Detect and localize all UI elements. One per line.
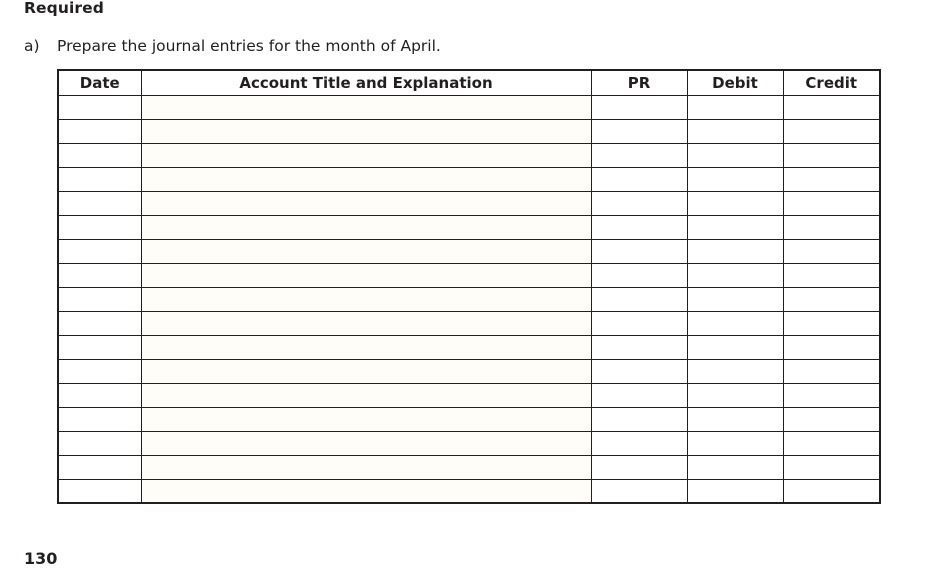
pr-cell[interactable]: [591, 455, 687, 479]
credit-cell[interactable]: [783, 215, 880, 239]
date-cell[interactable]: [58, 119, 141, 143]
debit-cell[interactable]: [687, 191, 783, 215]
account-title-cell[interactable]: [141, 455, 591, 479]
question-prompt: [24, 37, 441, 55]
date-cell[interactable]: [58, 383, 141, 407]
date-cell[interactable]: [58, 143, 141, 167]
table-row: [58, 359, 880, 383]
date-cell[interactable]: [58, 431, 141, 455]
account-title-cell[interactable]: [141, 215, 591, 239]
pr-cell[interactable]: [591, 119, 687, 143]
date-cell[interactable]: [58, 407, 141, 431]
debit-cell[interactable]: [687, 335, 783, 359]
pr-cell[interactable]: [591, 383, 687, 407]
credit-cell[interactable]: [783, 143, 880, 167]
table-row: [58, 383, 880, 407]
credit-cell[interactable]: [783, 311, 880, 335]
credit-cell[interactable]: [783, 95, 880, 119]
credit-cell[interactable]: [783, 335, 880, 359]
credit-cell[interactable]: [783, 287, 880, 311]
pr-cell[interactable]: [591, 335, 687, 359]
column-header-debit: Debit: [687, 70, 783, 95]
debit-cell[interactable]: [687, 407, 783, 431]
table-row: [58, 311, 880, 335]
debit-cell[interactable]: [687, 359, 783, 383]
debit-cell[interactable]: [687, 455, 783, 479]
credit-cell[interactable]: [783, 239, 880, 263]
table-row: [58, 167, 880, 191]
account-title-cell[interactable]: [141, 407, 591, 431]
section-heading: Required: [24, 0, 104, 17]
account-title-cell[interactable]: [141, 191, 591, 215]
table-row: [58, 263, 880, 287]
credit-cell[interactable]: [783, 167, 880, 191]
pr-cell[interactable]: [591, 215, 687, 239]
pr-cell[interactable]: [591, 143, 687, 167]
table-row: [58, 239, 880, 263]
table-row: [58, 143, 880, 167]
credit-cell[interactable]: [783, 263, 880, 287]
account-title-cell[interactable]: [141, 479, 591, 503]
debit-cell[interactable]: [687, 311, 783, 335]
column-header-account-title: Account Title and Explanation: [141, 70, 591, 95]
account-title-cell[interactable]: [141, 95, 591, 119]
table-row: [58, 191, 880, 215]
account-title-cell[interactable]: [141, 311, 591, 335]
debit-cell[interactable]: [687, 119, 783, 143]
table-row: [58, 95, 880, 119]
debit-cell[interactable]: [687, 479, 783, 503]
column-header-credit: Credit: [783, 70, 880, 95]
question-letter: a): [24, 37, 40, 55]
pr-cell[interactable]: [591, 167, 687, 191]
journal-body: [58, 95, 880, 503]
date-cell[interactable]: [58, 215, 141, 239]
account-title-cell[interactable]: [141, 287, 591, 311]
pr-cell[interactable]: [591, 359, 687, 383]
debit-cell[interactable]: [687, 263, 783, 287]
pr-cell[interactable]: [591, 431, 687, 455]
table-row: [58, 407, 880, 431]
pr-cell[interactable]: [591, 263, 687, 287]
date-cell[interactable]: [58, 191, 141, 215]
credit-cell[interactable]: [783, 407, 880, 431]
debit-cell[interactable]: [687, 383, 783, 407]
journal-header-row: [58, 70, 880, 95]
table-row: [58, 431, 880, 455]
account-title-cell[interactable]: [141, 263, 591, 287]
pr-cell[interactable]: [591, 95, 687, 119]
column-header-pr: PR: [591, 70, 687, 95]
pr-cell[interactable]: [591, 479, 687, 503]
date-cell[interactable]: [58, 263, 141, 287]
page-number: 130: [24, 549, 58, 568]
pr-cell[interactable]: [591, 287, 687, 311]
debit-cell[interactable]: [687, 287, 783, 311]
date-cell[interactable]: [58, 479, 141, 503]
column-header-date: Date: [58, 70, 141, 95]
credit-cell[interactable]: [783, 191, 880, 215]
debit-cell[interactable]: [687, 167, 783, 191]
account-title-cell[interactable]: [141, 143, 591, 167]
account-title-cell[interactable]: [141, 335, 591, 359]
debit-cell[interactable]: [687, 143, 783, 167]
account-title-cell[interactable]: [141, 239, 591, 263]
table-row: [58, 287, 880, 311]
date-cell[interactable]: [58, 287, 141, 311]
pr-cell[interactable]: [591, 407, 687, 431]
journal-table: [57, 69, 881, 504]
debit-cell[interactable]: [687, 239, 783, 263]
account-title-cell[interactable]: [141, 431, 591, 455]
credit-cell[interactable]: [783, 383, 880, 407]
account-title-cell[interactable]: [141, 119, 591, 143]
date-cell[interactable]: [58, 335, 141, 359]
debit-cell[interactable]: [687, 95, 783, 119]
table-row: [58, 215, 880, 239]
table-row: [58, 455, 880, 479]
pr-cell[interactable]: [591, 311, 687, 335]
account-title-cell[interactable]: [141, 167, 591, 191]
table-row: [58, 119, 880, 143]
account-title-cell[interactable]: [141, 383, 591, 407]
date-cell[interactable]: [58, 167, 141, 191]
credit-cell[interactable]: [783, 431, 880, 455]
date-cell[interactable]: [58, 455, 141, 479]
debit-cell[interactable]: [687, 431, 783, 455]
date-cell[interactable]: [58, 239, 141, 263]
date-cell[interactable]: [58, 95, 141, 119]
date-cell[interactable]: [58, 311, 141, 335]
debit-cell[interactable]: [687, 215, 783, 239]
pr-cell[interactable]: [591, 239, 687, 263]
credit-cell[interactable]: [783, 455, 880, 479]
account-title-cell[interactable]: [141, 359, 591, 383]
credit-cell[interactable]: [783, 119, 880, 143]
pr-cell[interactable]: [591, 191, 687, 215]
table-row: [58, 335, 880, 359]
question-text: Prepare the journal entries for the month of April.: [57, 37, 441, 55]
table-row: [58, 479, 880, 503]
credit-cell[interactable]: [783, 479, 880, 503]
credit-cell[interactable]: [783, 359, 880, 383]
date-cell[interactable]: [58, 359, 141, 383]
